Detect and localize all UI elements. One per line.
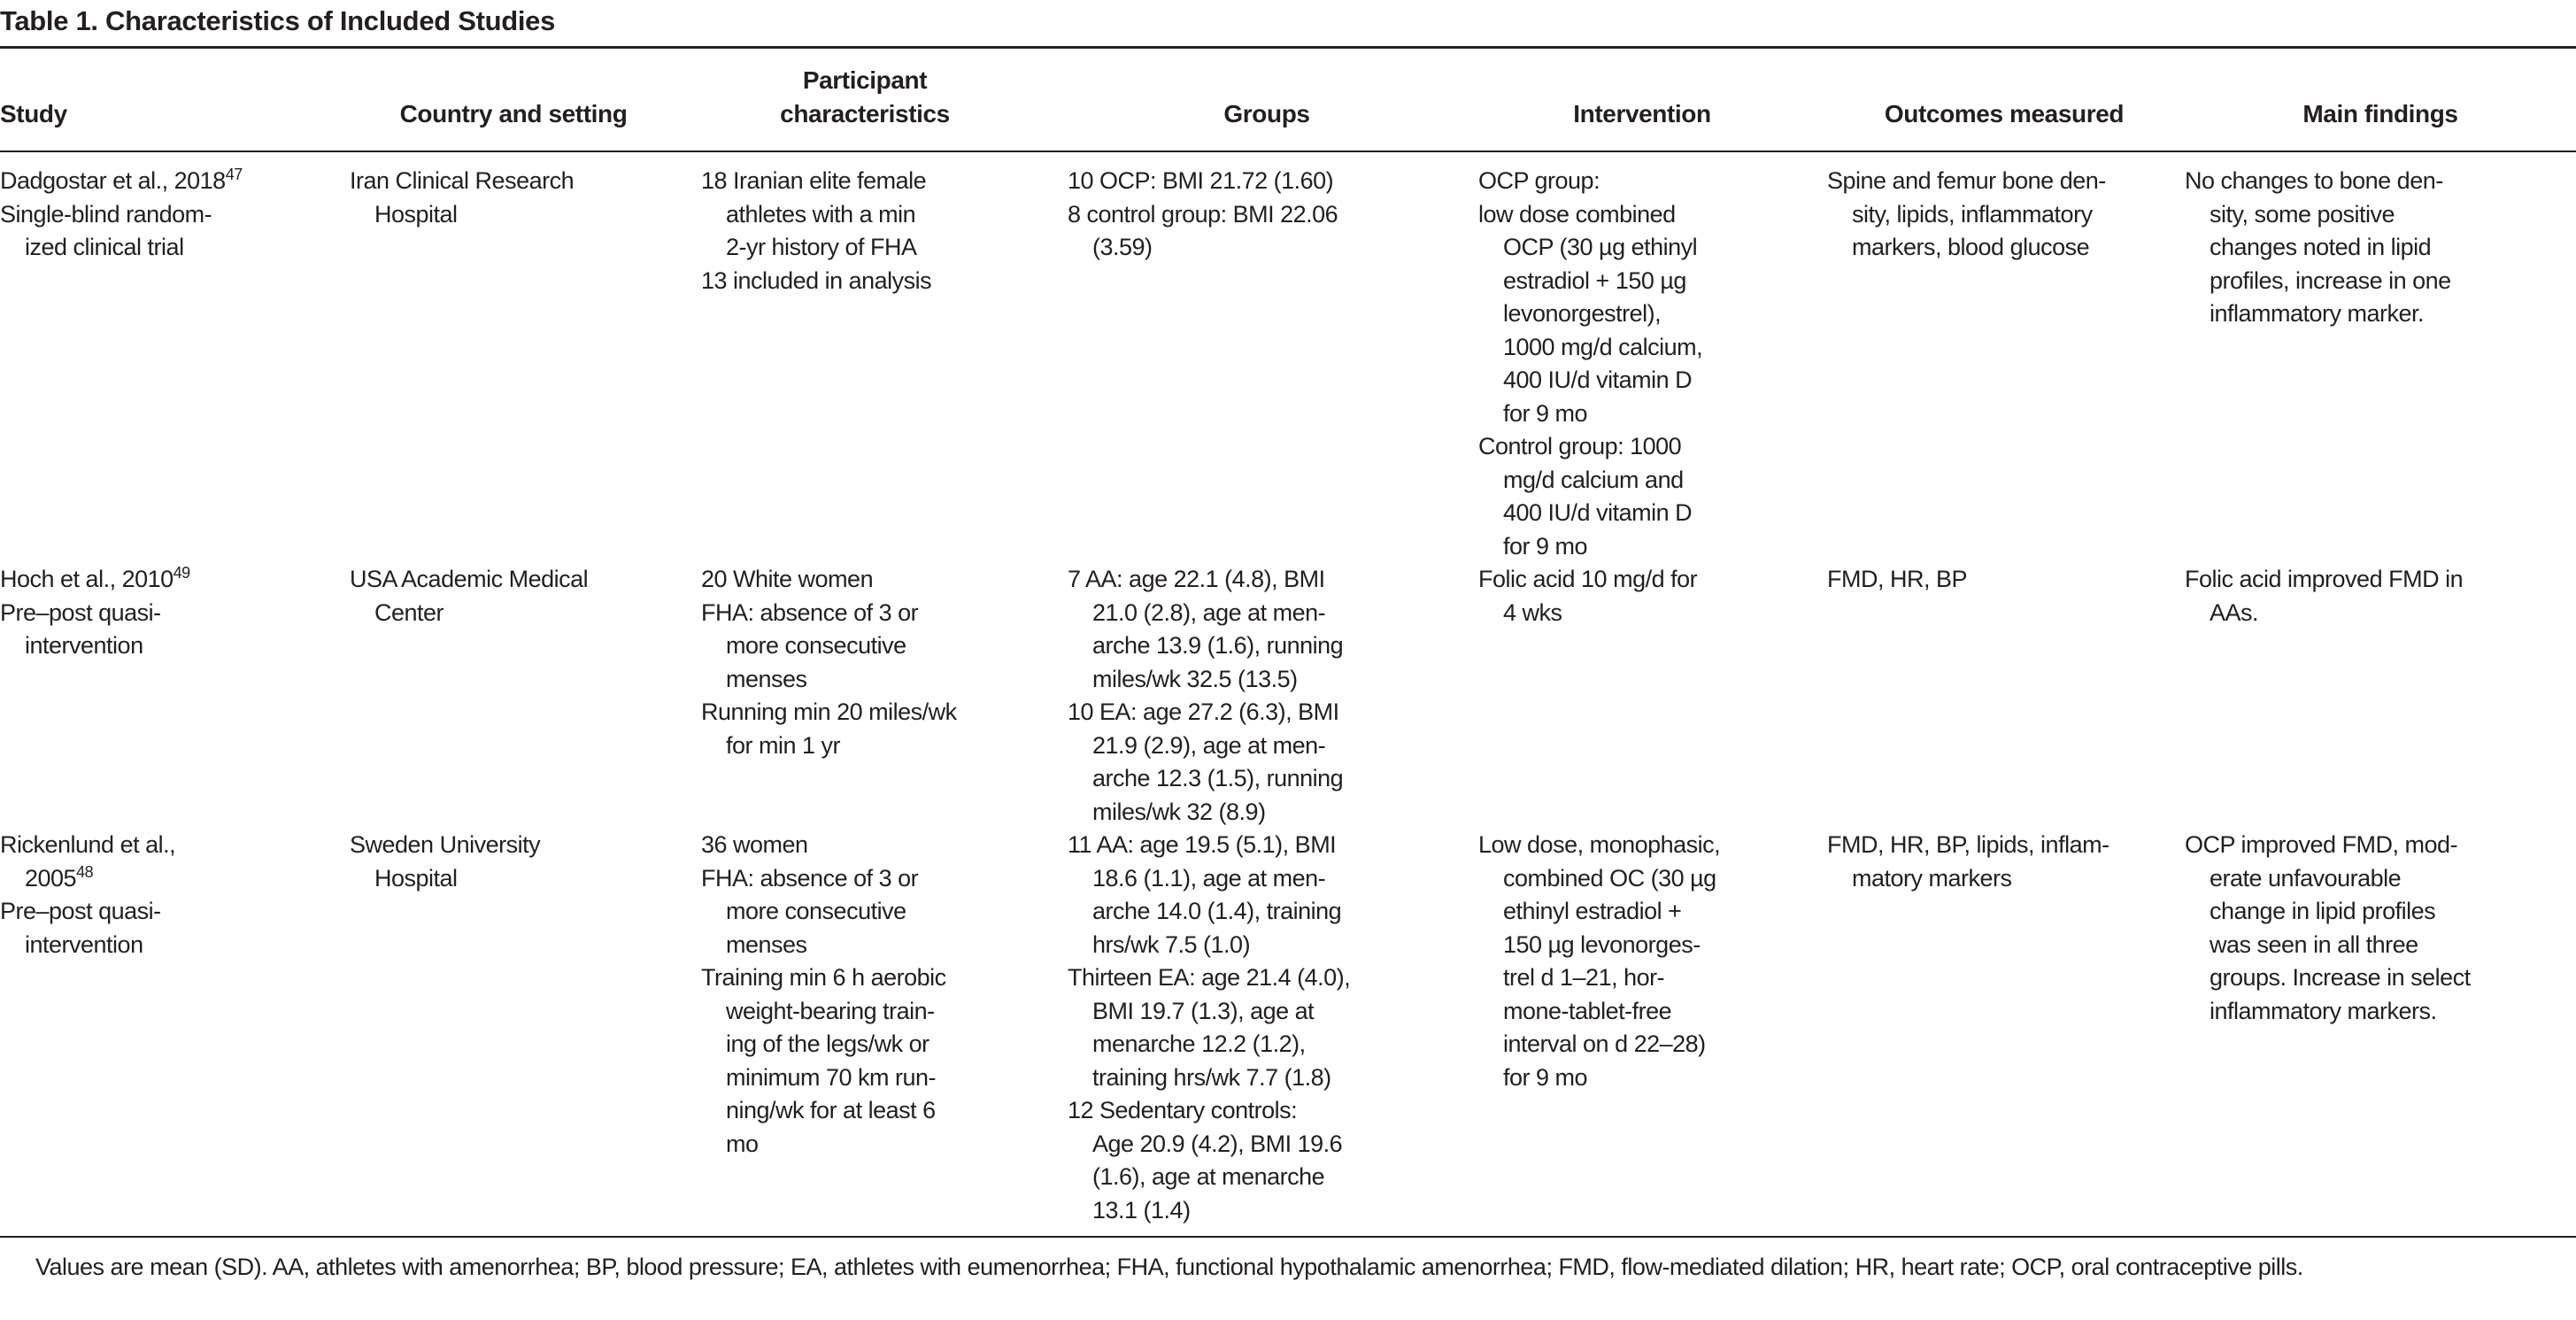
findings-line: AAs. xyxy=(2210,598,2259,626)
outcomes-line: matory markers xyxy=(1852,864,2012,892)
country-line: Sweden University xyxy=(350,831,541,858)
country-line: Hospital xyxy=(374,200,458,228)
country-line: Center xyxy=(374,598,444,626)
findings-line: inflammatory markers. xyxy=(2210,997,2437,1024)
study-name: 2005 xyxy=(25,864,77,892)
header-outcomes: Outcomes measured xyxy=(1884,100,2125,127)
intervention-line: levonorgestrel), xyxy=(1503,300,1662,327)
outcomes-cell xyxy=(1827,165,2106,265)
findings-line: inflammatory marker. xyxy=(2210,300,2425,327)
groups-line: 21.0 (2.8), age at men- xyxy=(1092,598,1326,626)
header-findings: Main findings xyxy=(2302,100,2458,127)
findings-line: changes noted in lipid xyxy=(2210,234,2432,260)
study-name-line xyxy=(0,862,175,896)
findings-line: No changes to bone den- xyxy=(2185,167,2443,194)
header-study: Study xyxy=(0,100,67,127)
reference-superscript: 47 xyxy=(225,166,243,183)
country-line: Iran Clinical Research xyxy=(350,167,575,194)
outcomes-line: markers, blood glucose xyxy=(1852,234,2090,260)
participant-line: FHA: absence of 3 or xyxy=(701,598,919,626)
intervention-line: for 9 mo xyxy=(1503,399,1588,427)
groups-line: (3.59) xyxy=(1092,234,1153,260)
groups-cell xyxy=(1068,563,1343,829)
intervention-line: Control group: 1000 xyxy=(1478,433,1682,459)
intervention-line: mone-tablet-free xyxy=(1503,997,1672,1024)
participant-line: Training min 6 h aerobic xyxy=(701,964,946,991)
participant-cell xyxy=(701,165,931,297)
outcomes-line: FMD, HR, BP, lipids, inflam- xyxy=(1827,831,2109,858)
participant-line: menses xyxy=(726,665,807,692)
groups-line: 13.1 (1.4) xyxy=(1092,1196,1191,1224)
intervention-line: Folic acid 10 mg/d for xyxy=(1478,566,1698,592)
participant-line: 18 Iranian elite female xyxy=(701,167,927,194)
intervention-line: estradiol + 150 µg xyxy=(1503,266,1686,294)
intervention-line: 400 IU/d vitamin D xyxy=(1503,367,1693,393)
participant-line: minimum 70 km run- xyxy=(726,1063,937,1091)
intervention-line: for 9 mo xyxy=(1503,532,1588,560)
participant-line: Running min 20 miles/wk xyxy=(701,699,957,725)
country-cell xyxy=(350,165,574,231)
groups-line: hrs/wk 7.5 (1.0) xyxy=(1092,930,1251,958)
findings-line: erate unfavourable xyxy=(2210,864,2402,892)
participant-line: FHA: absence of 3 or xyxy=(701,864,919,892)
study-design-line: intervention xyxy=(25,632,143,659)
groups-line: arche 14.0 (1.4), training xyxy=(1092,898,1342,924)
study-cell xyxy=(0,563,190,663)
study-name: Hoch et al., 2010 xyxy=(0,566,174,592)
study-design-line: Single-blind random- xyxy=(0,200,212,228)
participant-line: for min 1 yr xyxy=(726,731,841,759)
header-intervention: Intervention xyxy=(1573,100,1711,127)
groups-line: 18.6 (1.1), age at men- xyxy=(1092,864,1326,892)
study-name-line xyxy=(0,563,190,597)
intervention-line: ethinyl estradiol + xyxy=(1503,898,1682,924)
participant-line: more consecutive xyxy=(726,632,906,659)
header-groups: Groups xyxy=(1223,100,1310,127)
groups-line: miles/wk 32.5 (13.5) xyxy=(1092,665,1298,692)
participant-line: more consecutive xyxy=(726,898,906,924)
outcomes-cell xyxy=(1827,563,1967,597)
country-line: USA Academic Medical xyxy=(350,566,589,592)
participant-line: mo xyxy=(726,1130,759,1157)
intervention-line: 150 µg levonorges- xyxy=(1503,930,1701,958)
intervention-line: 1000 mg/d calcium, xyxy=(1503,333,1703,360)
groups-line: miles/wk 32 (8.9) xyxy=(1092,798,1266,825)
table-footnote: Values are mean (SD). AA, athletes with amenorrhea; BP, blood pressure; EA, athletes with eumenorrhea; FHA, functional hypothalamic amenorrhea; FMD, flow-mediated dilation; HR, heart rate; OCP, oral contraceptive pills. xyxy=(35,1254,2303,1280)
findings-line: groups. Increase in select xyxy=(2210,964,2471,991)
findings-cell xyxy=(2185,829,2471,1028)
intervention-cell xyxy=(1478,829,1720,1094)
intervention-line: for 9 mo xyxy=(1503,1063,1588,1091)
study-name: Dadgostar et al., 2018 xyxy=(0,167,226,194)
groups-line: BMI 19.7 (1.3), age at xyxy=(1092,997,1315,1024)
groups-line: training hrs/wk 7.7 (1.8) xyxy=(1092,1063,1331,1091)
intervention-cell xyxy=(1478,563,1697,629)
participant-line: menses xyxy=(726,930,807,958)
findings-cell xyxy=(2185,563,2463,629)
intervention-line: 400 IU/d vitamin D xyxy=(1503,499,1693,526)
outcomes-cell xyxy=(1827,829,2109,895)
groups-line: 7 AA: age 22.1 (4.8), BMI xyxy=(1068,566,1325,592)
study-cell xyxy=(0,829,175,961)
country-line: Hospital xyxy=(374,864,458,892)
participant-line: ing of the legs/wk or xyxy=(726,1031,929,1057)
groups-line: (1.6), age at menarche xyxy=(1092,1163,1325,1190)
header-rule xyxy=(0,151,2576,152)
findings-line: Folic acid improved FMD in xyxy=(2185,566,2464,592)
groups-line: 12 Sedentary controls: xyxy=(1068,1097,1298,1123)
study-design-line: Pre–post quasi- xyxy=(0,898,161,924)
participant-line: ning/wk for at least 6 xyxy=(726,1097,936,1123)
outcomes-line: FMD, HR, BP xyxy=(1827,566,1968,592)
participant-cell xyxy=(701,563,957,762)
intervention-line: mg/d calcium and xyxy=(1503,466,1684,493)
groups-line: 10 EA: age 27.2 (6.3), BMI xyxy=(1068,699,1339,725)
participant-line: athletes with a min xyxy=(726,200,916,228)
groups-line: Thirteen EA: age 21.4 (4.0), xyxy=(1068,964,1351,991)
header-participant-line2: characteristics xyxy=(780,99,950,127)
groups-line: 11 AA: age 19.5 (5.1), BMI xyxy=(1068,831,1337,858)
country-cell xyxy=(350,829,540,895)
groups-line: 10 OCP: BMI 21.72 (1.60) xyxy=(1068,167,1334,194)
groups-cell xyxy=(1068,165,1338,265)
groups-line: arche 13.9 (1.6), running xyxy=(1092,632,1344,659)
intervention-line: interval on d 22–28) xyxy=(1503,1031,1706,1057)
intervention-line: low dose combined xyxy=(1478,200,1676,228)
study-design-line: Pre–post quasi- xyxy=(0,598,161,626)
groups-line: 8 control group: BMI 22.06 xyxy=(1068,200,1338,228)
reference-superscript: 48 xyxy=(76,862,94,881)
intervention-line: trel d 1–21, hor- xyxy=(1503,964,1665,991)
participant-line: 2-yr history of FHA xyxy=(726,234,917,260)
intervention-cell xyxy=(1478,165,1702,563)
study-design-line: intervention xyxy=(25,930,143,958)
findings-line: was seen in all three xyxy=(2210,930,2418,958)
table-title: Table 1. Characteristics of Included Studies xyxy=(0,5,556,36)
participant-cell xyxy=(701,829,946,1161)
intervention-line: combined OC (30 µg xyxy=(1503,864,1716,892)
study-name-line xyxy=(0,829,175,862)
intervention-line: Low dose, monophasic, xyxy=(1478,831,1721,858)
table-bottom-rule xyxy=(0,1236,2576,1238)
intervention-line: OCP (30 µg ethinyl xyxy=(1503,234,1698,260)
header-participant-line1: Participant xyxy=(802,66,928,94)
findings-line: OCP improved FMD, mod- xyxy=(2185,831,2458,858)
participant-line: 20 White women xyxy=(701,566,874,592)
study-name-line xyxy=(0,165,243,198)
outcomes-line: Spine and femur bone den- xyxy=(1827,167,2106,194)
findings-line: change in lipid profiles xyxy=(2210,898,2436,924)
outcomes-line: sity, lipids, inflammatory xyxy=(1852,200,2093,228)
findings-line: profiles, increase in one xyxy=(2210,266,2451,294)
participant-line: 13 included in analysis xyxy=(701,266,932,294)
study-design-line: ized clinical trial xyxy=(25,234,184,260)
findings-line: sity, some positive xyxy=(2210,200,2395,228)
intervention-line: 4 wks xyxy=(1503,598,1562,626)
country-cell xyxy=(350,563,588,629)
table-top-rule xyxy=(0,46,2576,49)
participant-line: weight-bearing train- xyxy=(726,997,935,1024)
study-name: Rickenlund et al., xyxy=(0,831,176,858)
header-participant xyxy=(701,64,1029,130)
study-cell xyxy=(0,165,243,265)
findings-cell xyxy=(2185,165,2451,331)
intervention-line: OCP group: xyxy=(1478,167,1600,194)
groups-line: arche 12.3 (1.5), running xyxy=(1092,765,1344,791)
reference-superscript: 49 xyxy=(173,564,190,582)
header-country: Country and setting xyxy=(399,100,628,127)
groups-line: 21.9 (2.9), age at men- xyxy=(1092,731,1326,759)
groups-line: menarche 12.2 (1.2), xyxy=(1092,1031,1306,1057)
participant-line: 36 women xyxy=(701,831,808,858)
groups-line: Age 20.9 (4.2), BMI 19.6 xyxy=(1092,1130,1343,1157)
groups-cell xyxy=(1068,829,1350,1227)
